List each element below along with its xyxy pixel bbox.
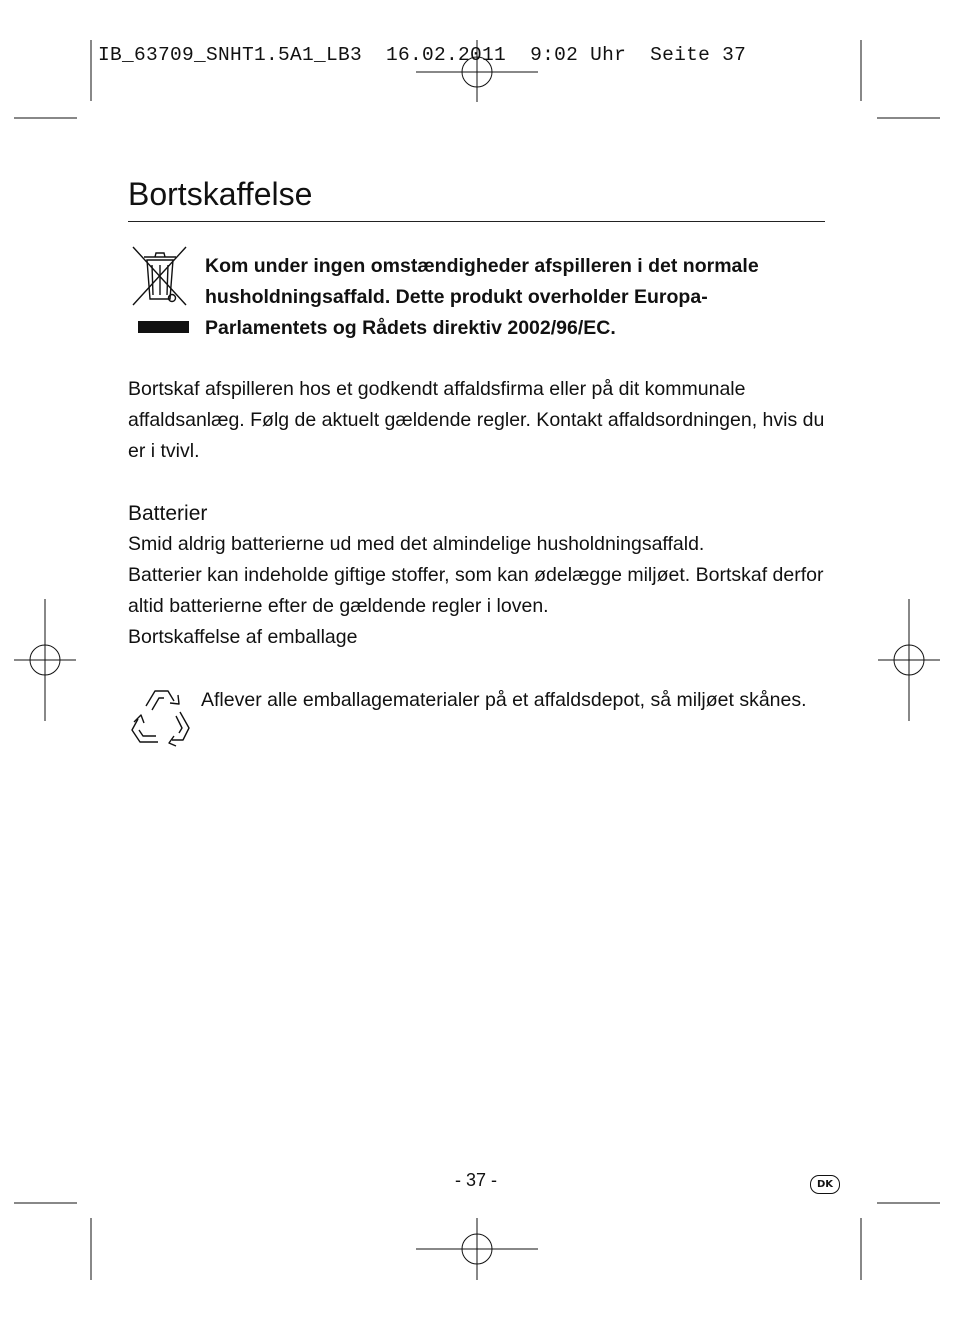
crossed-out-wheelie-bin-icon (128, 243, 192, 339)
packaging-paragraph: Aflever alle emballagematerialer på et affaldsdepot, så miljøet skånes. (201, 689, 807, 711)
title-rule (128, 221, 825, 222)
recycling-arrows-icon (128, 686, 192, 748)
page-number: - 37 - (454, 1170, 497, 1190)
batteries-section (128, 529, 828, 653)
weee-warning-text: Kom under ingen omstændigheder afspilleren i det normale husholdningsaffald. Dette produkt overholder Europa-Parlamentets og Rådets direktiv 2002/96/EC. (205, 255, 759, 339)
batteries-heading: Batterier (128, 502, 208, 525)
batteries-line-1: Smid aldrig batterierne ud med det almindelige husholdningsaffald. (128, 533, 705, 555)
packaging-heading: Bortskaffelse af emballage (128, 626, 358, 648)
language-badge: DK (810, 1175, 840, 1194)
print-header: IB_63709_SNHT1.5A1_LB3 16.02.2011 9:02 Uhr Seite 37 (98, 44, 747, 66)
batteries-line-2: Batterier kan indeholde giftige stoffer, som kan ødelægge miljøet. Bortskaf derfor altid batterierne efter de gældende regler i loven. (128, 564, 824, 617)
disposal-paragraph: Bortskaf afspilleren hos et godkendt affaldsfirma eller på dit kommunale affaldsanlæg. Følg de aktuelt gældende regler. Kontakt affaldsordningen, hvis du er i tvivl. (128, 378, 825, 462)
page-title: Bortskaffelse (128, 176, 313, 212)
